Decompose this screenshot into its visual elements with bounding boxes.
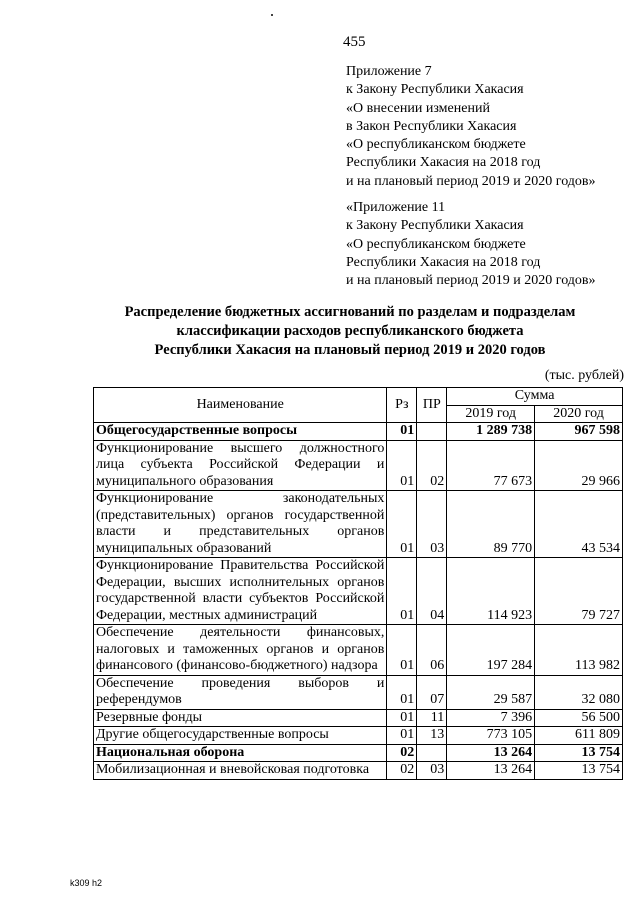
row-name: Другие общегосударственные вопросы (94, 727, 387, 745)
row-2020: 967 598 (535, 423, 623, 441)
row-2020: 29 966 (535, 440, 623, 491)
row-2020: 56 500 (535, 709, 623, 727)
row-name: Резервные фонды (94, 709, 387, 727)
row-name: Мобилизационная и вневойсковая подготовка (94, 762, 387, 780)
annex-line: и на плановый период 2019 и 2020 годов» (346, 273, 596, 289)
row-rz: 01 (387, 625, 417, 676)
row-2019: 7 396 (447, 709, 535, 727)
row-2019: 1 289 738 (447, 423, 535, 441)
row-2019: 13 264 (447, 762, 535, 780)
row-rz: 01 (387, 491, 417, 558)
row-pr: 06 (417, 625, 447, 676)
table-row (94, 762, 623, 780)
row-pr: 11 (417, 709, 447, 727)
row-name: Функционирование высшего должностного лица субъекта Российской Федерации и муниципального образования (94, 440, 387, 491)
row-2019: 77 673 (447, 440, 535, 491)
table-row (94, 625, 623, 676)
row-rz: 01 (387, 675, 417, 709)
annex-line: в Закон Республики Хакасия (346, 118, 517, 134)
row-rz: 01 (387, 558, 417, 625)
table-row (94, 558, 623, 625)
header-name: Наименование (94, 388, 387, 423)
header-2019: 2019 год (447, 405, 535, 423)
row-pr: 07 (417, 675, 447, 709)
table-row (94, 440, 623, 491)
row-pr: 03 (417, 491, 447, 558)
row-2020: 32 080 (535, 675, 623, 709)
row-pr (417, 423, 447, 441)
annex-line: к Закону Республики Хакасия (346, 218, 524, 234)
page-number: 455 (343, 34, 366, 50)
row-2020: 43 534 (535, 491, 623, 558)
row-name: Национальная оборона (94, 744, 387, 762)
row-2019: 197 284 (447, 625, 535, 676)
table-row (94, 709, 623, 727)
table-row (94, 423, 623, 441)
annex-line: «Приложение 11 (346, 200, 446, 215)
annex-line: Республики Хакасия на 2018 год (346, 155, 541, 171)
row-rz: 01 (387, 440, 417, 491)
scan-dot (271, 14, 273, 16)
annex-11-header (346, 199, 596, 290)
annex-line: «О республиканском бюджете (346, 137, 526, 153)
row-name: Функционирование законодательных (представительных) органов государственной власти и представительных органов муниципальных образований (94, 491, 387, 558)
row-rz: 01 (387, 709, 417, 727)
table-row (94, 675, 623, 709)
annex-line: Республики Хакасия на 2018 год (346, 254, 541, 270)
table-row (94, 491, 623, 558)
footer-stamp: k309 h2 (70, 878, 103, 888)
row-2019: 29 587 (447, 675, 535, 709)
units-label: (тыс. рублей) (544, 368, 624, 383)
row-2020: 113 982 (535, 625, 623, 676)
row-2020: 611 809 (535, 727, 623, 745)
annex-line: Приложение 7 (346, 64, 432, 79)
annex-line: «О внесении изменений (346, 100, 490, 116)
row-pr (417, 744, 447, 762)
row-name: Функционирование Правительства Российской Федерации, высших исполнительных органов государственной власти субъектов Российской Федерации, местных администраций (94, 558, 387, 625)
row-2020: 13 754 (535, 744, 623, 762)
row-rz: 02 (387, 744, 417, 762)
annex-7-header (346, 63, 596, 191)
row-name: Обеспечение проведения выборов и референдумов (94, 675, 387, 709)
annex-line: «О республиканском бюджете (346, 236, 526, 252)
header-2020: 2020 год (535, 405, 623, 423)
row-rz: 01 (387, 727, 417, 745)
row-2019: 89 770 (447, 491, 535, 558)
title-line: Распределение бюджетных ассигнований по разделам и подразделам (124, 304, 576, 320)
row-2019: 114 923 (447, 558, 535, 625)
title-line: классификации расходов республиканского бюджета (176, 323, 524, 339)
annex-line: к Закону Республики Хакасия (346, 82, 524, 98)
row-rz: 02 (387, 762, 417, 780)
row-pr: 03 (417, 762, 447, 780)
row-2020: 79 727 (535, 558, 623, 625)
row-name: Общегосударственные вопросы (94, 423, 387, 441)
row-pr: 04 (417, 558, 447, 625)
row-2020: 13 754 (535, 762, 623, 780)
row-2019: 13 264 (447, 744, 535, 762)
budget-table (93, 387, 623, 780)
row-pr: 02 (417, 440, 447, 491)
table-row (94, 744, 623, 762)
row-name: Обеспечение деятельности финансовых, налоговых и таможенных органов и органов финансового (финансово-бюджетного) надзора (94, 625, 387, 676)
row-pr: 13 (417, 727, 447, 745)
header-rz: Рз (387, 388, 417, 423)
header-pr: ПР (417, 388, 447, 423)
document-title (90, 303, 610, 360)
row-2019: 773 105 (447, 727, 535, 745)
title-line: Республики Хакасия на плановый период 2019 и 2020 годов (154, 342, 546, 358)
annex-line: и на плановый период 2019 и 2020 годов» (346, 173, 596, 189)
row-rz: 01 (387, 423, 417, 441)
header-sum: Сумма (447, 388, 623, 406)
table-row (94, 727, 623, 745)
